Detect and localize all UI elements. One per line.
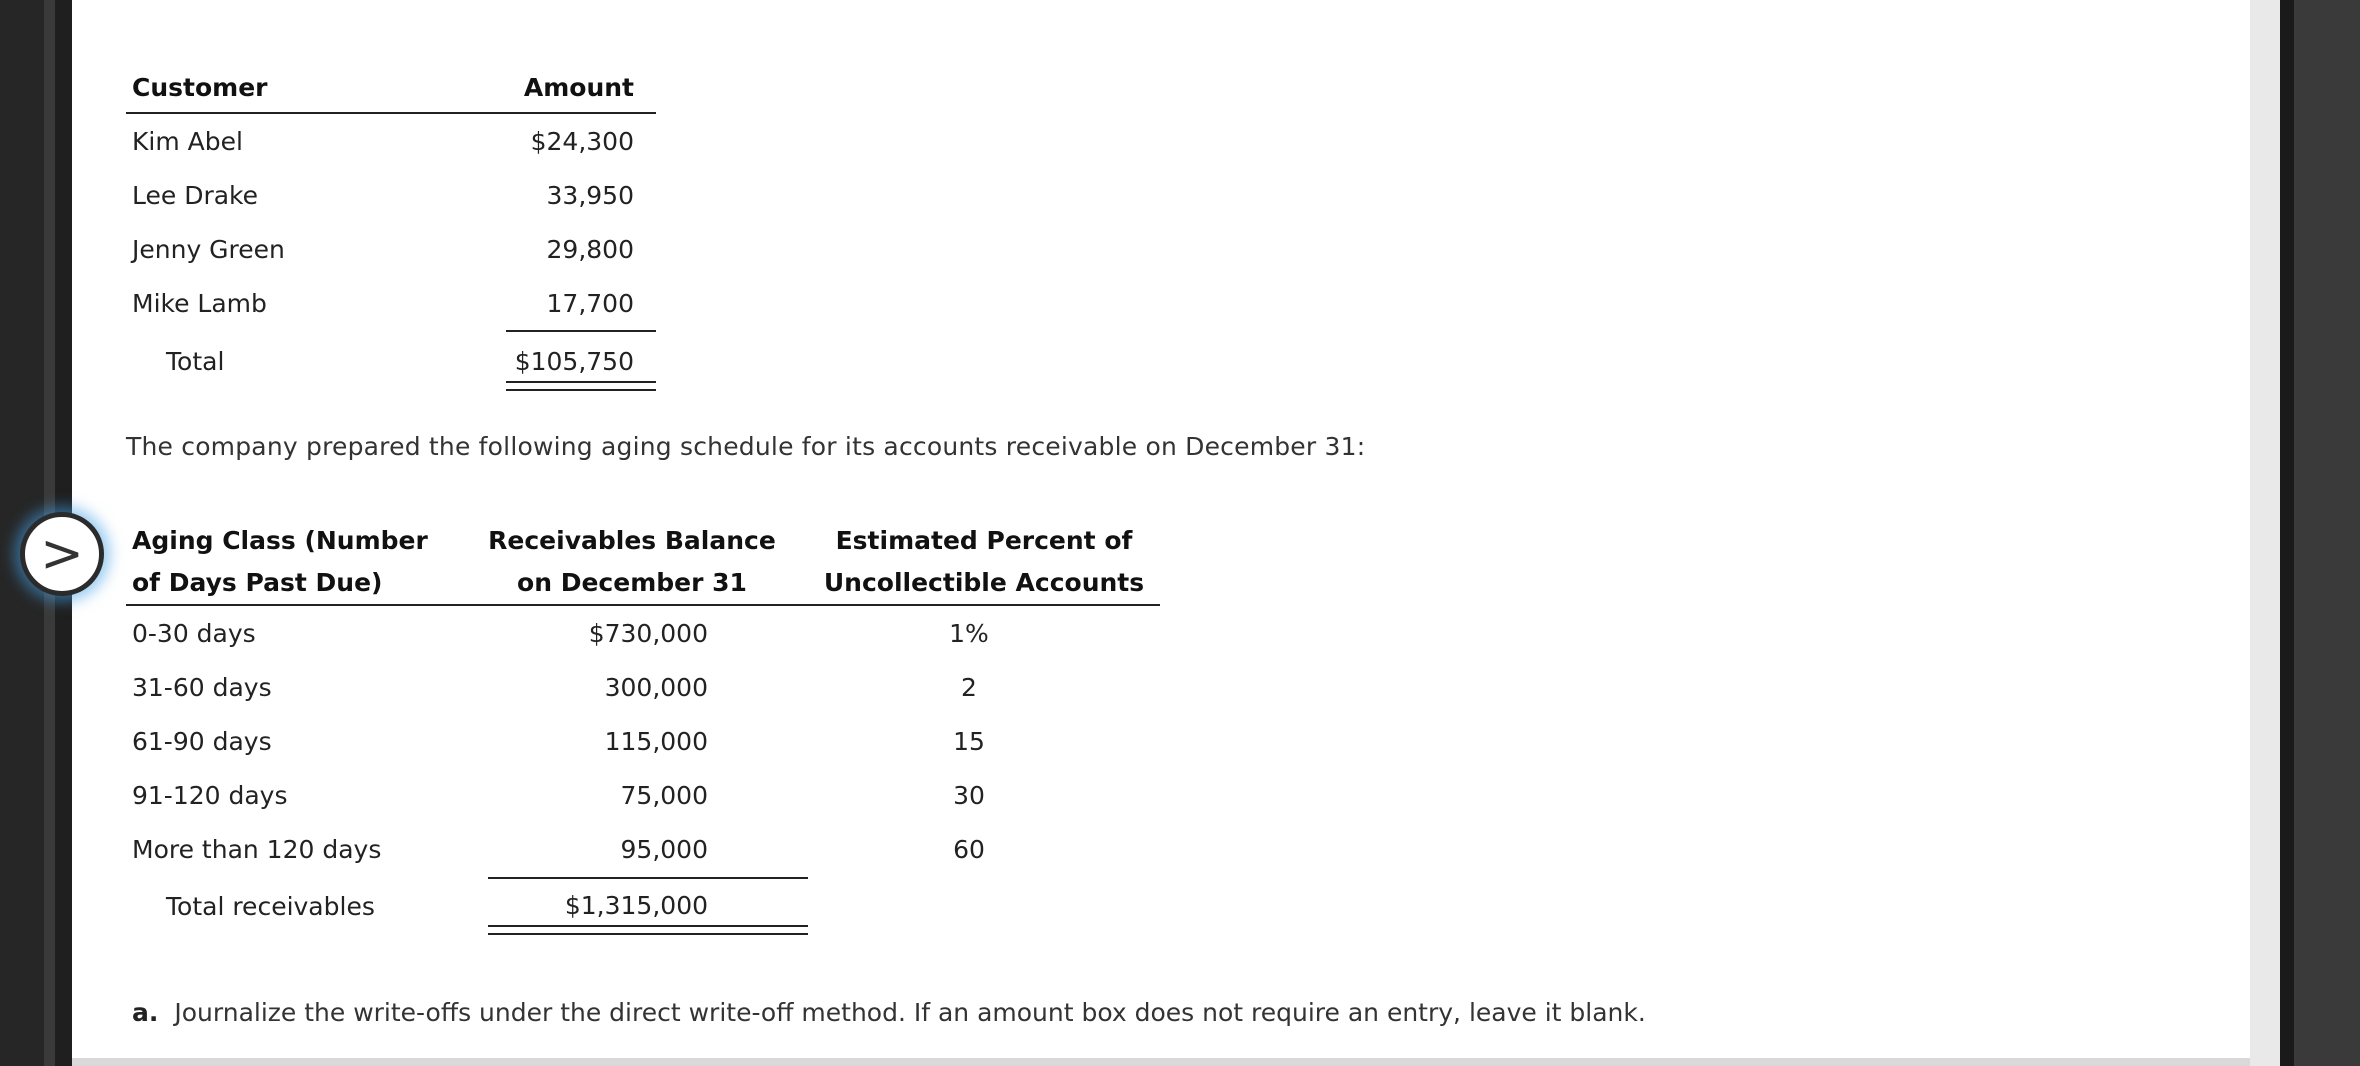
total-row bbox=[126, 331, 656, 391]
total-receivables-value: $1,315,000 bbox=[564, 891, 708, 920]
uncollectible-percent: 30 bbox=[953, 780, 985, 810]
customer-name: Lee Drake bbox=[132, 180, 259, 210]
table-row bbox=[126, 113, 656, 168]
uncollectible-percent: 15 bbox=[953, 726, 985, 756]
header-balance-line1: Receivables Balance bbox=[488, 526, 776, 555]
total-amount bbox=[506, 331, 656, 391]
aging-class: 61-90 days bbox=[132, 726, 272, 756]
customer-amount: 33,950 bbox=[546, 180, 634, 210]
customer-name: Mike Lamb bbox=[132, 289, 267, 318]
header-percent-line1: Estimated Percent of bbox=[835, 526, 1133, 555]
aging-class: 31-60 days bbox=[132, 672, 272, 702]
customer-amount: 17,700 bbox=[546, 288, 634, 318]
table-row bbox=[126, 768, 1160, 822]
double-underline bbox=[488, 925, 808, 935]
table-row bbox=[126, 714, 1160, 768]
next-arrow-button[interactable] bbox=[20, 512, 104, 596]
header-aging-class bbox=[126, 520, 456, 605]
header-amount: Amount bbox=[506, 63, 656, 113]
aging-class: 0-30 days bbox=[132, 618, 256, 648]
table-row bbox=[126, 605, 1160, 660]
total-amount-value: $105,750 bbox=[514, 347, 634, 376]
chevron-right-icon: > bbox=[40, 524, 84, 584]
table-row bbox=[126, 276, 656, 331]
receivables-balance: $730,000 bbox=[588, 618, 708, 648]
header-aging-class-line1: Aging Class (Number bbox=[132, 526, 428, 555]
uncollectible-percent: 1% bbox=[949, 618, 989, 648]
window-frame-right bbox=[2250, 0, 2360, 1066]
aging-class: More than 120 days bbox=[132, 834, 382, 864]
question-text: Journalize the write-offs under the direct write-off method. If an amount box does not require an entry, leave it blank. bbox=[174, 998, 1646, 1027]
receivables-balance: 115,000 bbox=[604, 726, 708, 756]
customer-amount: 29,800 bbox=[546, 234, 634, 264]
receivables-balance: 75,000 bbox=[620, 780, 708, 810]
uncollectible-percent: 2 bbox=[961, 672, 977, 702]
total-receivables-cell bbox=[456, 876, 808, 936]
aging-schedule-table bbox=[126, 520, 1160, 936]
customer-name: Kim Abel bbox=[132, 126, 243, 156]
aging-class: 91-120 days bbox=[132, 780, 288, 810]
customer-name: Jenny Green bbox=[132, 234, 285, 264]
total-receivables-label: Total receivables bbox=[166, 891, 375, 921]
table-row bbox=[126, 168, 656, 222]
aging-intro-paragraph: The company prepared the following aging schedule for its accounts receivable on December 31: bbox=[126, 432, 1366, 461]
customer-amount-table bbox=[126, 63, 656, 391]
receivables-balance: 300,000 bbox=[604, 672, 708, 702]
table-row bbox=[126, 660, 1160, 714]
header-percent-line2: Uncollectible Accounts bbox=[823, 568, 1145, 597]
table-row bbox=[126, 822, 1160, 876]
header-aging-class-line2: of Days Past Due) bbox=[132, 568, 383, 597]
uncollectible-percent: 60 bbox=[953, 834, 985, 864]
total-label: Total bbox=[166, 346, 225, 376]
page-bottom-edge bbox=[72, 1058, 2250, 1066]
header-receivables-balance bbox=[456, 520, 808, 605]
header-estimated-percent bbox=[808, 520, 1160, 605]
customer-amount: $24,300 bbox=[530, 126, 634, 156]
receivables-balance: 95,000 bbox=[620, 834, 708, 864]
question-a bbox=[132, 998, 1646, 1027]
question-letter: a. bbox=[132, 998, 159, 1027]
double-underline bbox=[506, 381, 656, 391]
table-row bbox=[126, 222, 656, 276]
header-balance-line2: on December 31 bbox=[517, 568, 747, 597]
header-customer: Customer bbox=[126, 63, 506, 113]
total-row bbox=[126, 876, 1160, 936]
